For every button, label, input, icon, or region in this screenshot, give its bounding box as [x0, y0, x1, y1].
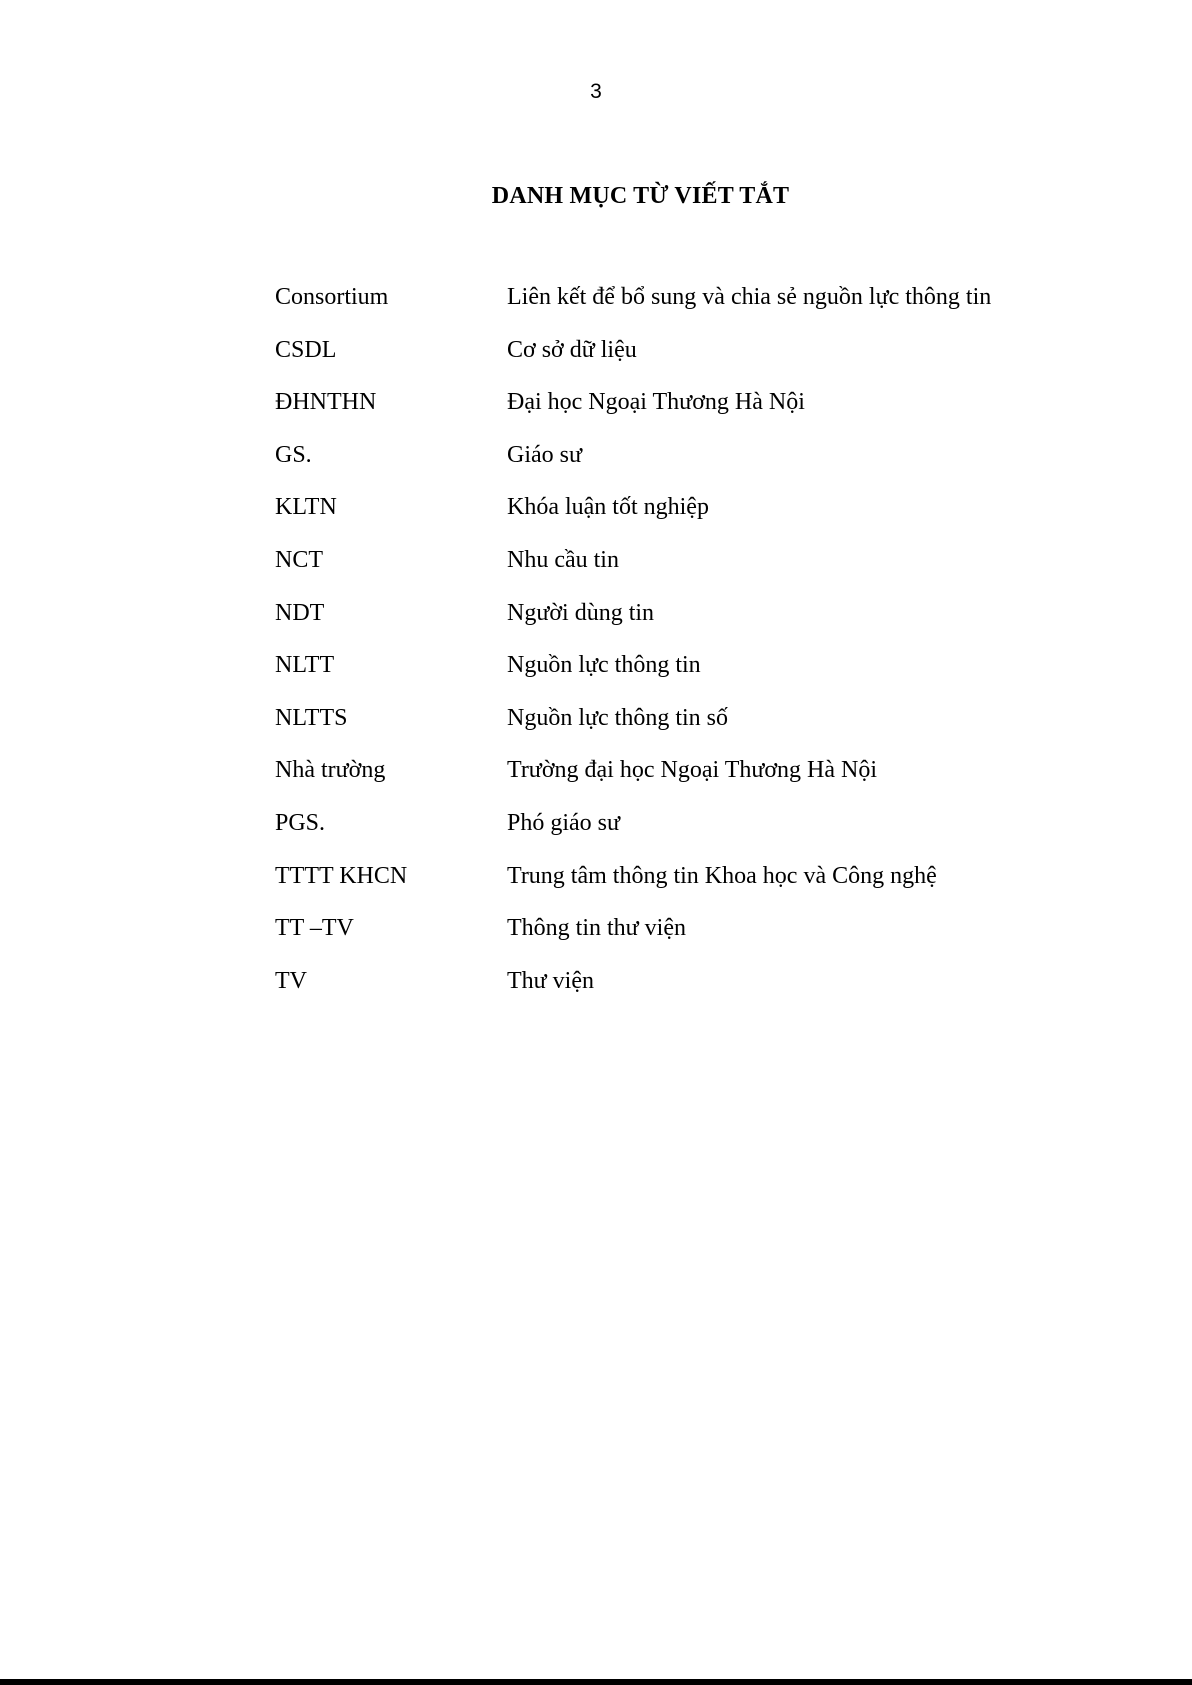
abbreviation-term: NCT	[275, 546, 323, 573]
abbreviation-definition: Khóa luận tốt nghiệp	[507, 494, 709, 521]
abbreviation-definition: Trung tâm thông tin Khoa học và Công nghệ	[507, 862, 937, 889]
abbreviation-row	[275, 809, 1035, 862]
abbreviation-definition: Nhu cầu tin	[507, 546, 619, 573]
abbreviation-term: GS.	[275, 441, 312, 468]
abbreviation-row	[275, 336, 1035, 389]
page-number: 3	[590, 80, 602, 103]
abbreviation-row	[275, 493, 1035, 546]
abbreviation-definition: Liên kết để bổ sung và chia sẻ nguồn lực thông tin	[507, 284, 992, 310]
abbreviation-row	[275, 967, 1035, 1020]
abbreviation-row	[275, 651, 1035, 704]
abbreviation-definition: Đại học Ngoại Thương Hà Nội	[507, 389, 805, 416]
abbreviation-term: KLTN	[275, 494, 337, 521]
abbreviation-term: Consortium	[275, 284, 389, 310]
abbreviation-row	[275, 756, 1035, 809]
page-title: DANH MỤC TỪ VIẾT TẮT	[491, 183, 790, 209]
abbreviation-definition: Người dùng tin	[507, 599, 655, 626]
abbreviation-term: NLTT	[275, 652, 335, 679]
abbreviation-term: ĐHNTHN	[275, 389, 377, 416]
abbreviation-definition: Phó giáo sư	[507, 809, 621, 836]
abbreviation-definition: Thông tin thư viện	[507, 915, 686, 942]
abbreviation-row	[275, 546, 1035, 599]
page-bottom-border	[0, 1679, 1192, 1685]
abbreviation-row	[275, 914, 1035, 967]
abbreviation-definition: Nguồn lực thông tin	[507, 652, 701, 679]
abbreviation-row	[275, 862, 1035, 915]
abbreviation-definition: Thư viện	[507, 967, 594, 994]
abbreviation-list	[275, 283, 1035, 1019]
abbreviation-term: PGS.	[275, 809, 326, 836]
abbreviation-term: Nhà trường	[275, 757, 386, 784]
abbreviation-row	[275, 704, 1035, 757]
abbreviation-row	[275, 441, 1035, 494]
abbreviation-term: CSDL	[275, 336, 337, 363]
abbreviation-term: TV	[275, 967, 307, 994]
abbreviation-term: TT –TV	[275, 915, 354, 942]
abbreviation-definition: Nguồn lực thông tin số	[507, 704, 729, 731]
abbreviation-term: NLTTS	[275, 704, 348, 731]
abbreviation-definition: Trường đại học Ngoại Thương Hà Nội	[507, 757, 878, 784]
abbreviation-row	[275, 388, 1035, 441]
abbreviation-definition: Giáo sư	[507, 441, 582, 468]
abbreviation-definition: Cơ sở dữ liệu	[507, 336, 637, 363]
abbreviation-term: NDT	[275, 599, 325, 626]
abbreviation-row	[275, 283, 1035, 336]
abbreviation-row	[275, 599, 1035, 652]
abbreviation-term: TTTT KHCN	[275, 862, 408, 889]
